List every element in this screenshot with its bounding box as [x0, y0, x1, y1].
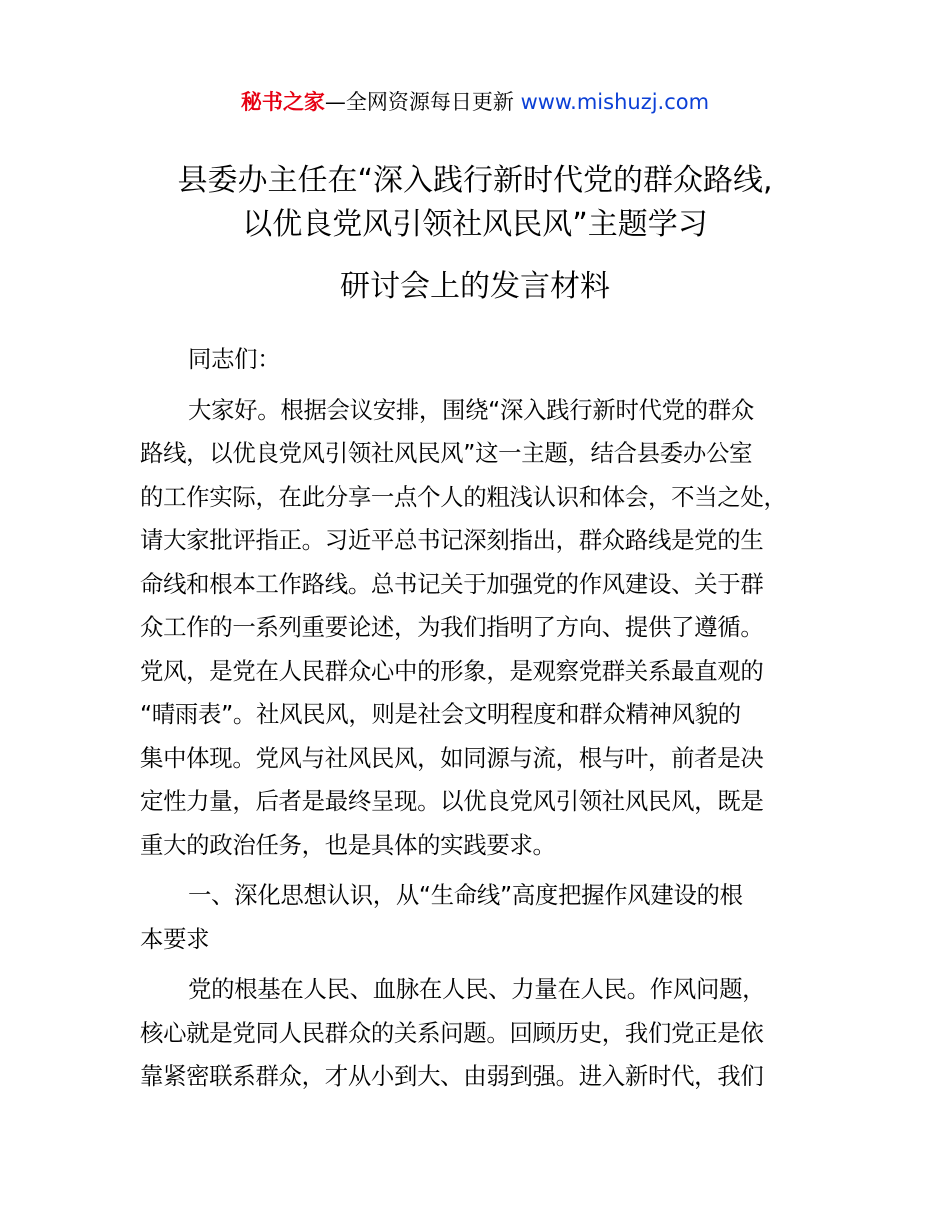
paragraph-line: 核心就是党同人民群众的关系问题。回顾历史，我们党正是依: [140, 1018, 764, 1047]
paragraph-2: [140, 968, 830, 1099]
paragraph-1: [140, 389, 830, 868]
paragraph-line: 党的根基在人民、血脉在人民、力量在人民。作风问题，: [188, 975, 766, 1003]
paragraph-line: 请大家批评指正。习近平总书记深刻指出，群众路线是党的生: [140, 526, 764, 554]
brand-name: 秘书之家: [240, 90, 325, 114]
title-line-1: 县委办主任在“深入践行新时代党的群众路线,: [177, 163, 773, 198]
section-1-heading: [140, 874, 830, 961]
title-line-3: 研讨会上的发言材料: [340, 269, 610, 304]
paragraph-line: 大家好。根据会议安排，围绕“深入践行新时代党的群众: [188, 395, 754, 424]
paragraph-line: 重大的政治任务，也是具体的实践要求。: [140, 830, 556, 859]
paragraph-line: 路线，以优良党风引领社风民风”这一主题，结合县委办公室: [140, 439, 753, 467]
paragraph-line: 命线和根本工作路线。总书记关于加强党的作风建设、关于群: [140, 569, 764, 598]
paragraph-line: 集中体现。党风与社风民风，如同源与流，根与叶，前者是决: [140, 743, 764, 772]
paragraph-line: “晴雨表”。社风民风，则是社会文明程度和群众精神风貌的: [140, 700, 741, 728]
paragraph-line: 党风，是党在人民群众心中的形象，是观察党群关系最直观的: [140, 656, 764, 685]
greeting: 同志们：: [188, 345, 281, 373]
heading-line: 一、深化思想认识，从“生命线”高度把握作风建设的根: [188, 881, 743, 909]
document-body: [140, 338, 830, 1099]
paragraph-line: 靠紧密联系群众，才从小到大、由弱到强。进入新时代，我们: [140, 1062, 764, 1090]
site-header: [0, 86, 950, 118]
document-title: [0, 159, 950, 309]
header-tagline: —全网资源每日更新: [324, 90, 514, 114]
site-url-link[interactable]: www.mishuzj.com: [520, 90, 710, 114]
heading-line: 本要求: [140, 924, 210, 953]
paragraph-line: 的工作实际，在此分享一点个人的粗浅认识和体会，不当之处，: [140, 482, 787, 511]
paragraph-line: 定性力量，后者是最终呈现。以优良党风引领社风民风，既是: [140, 787, 764, 815]
paragraph-line: 众工作的一系列重要论述，为我们指明了方向、提供了遵循。: [140, 613, 764, 641]
title-line-2: 以优良党风引领社风民风”主题学习: [242, 207, 708, 242]
